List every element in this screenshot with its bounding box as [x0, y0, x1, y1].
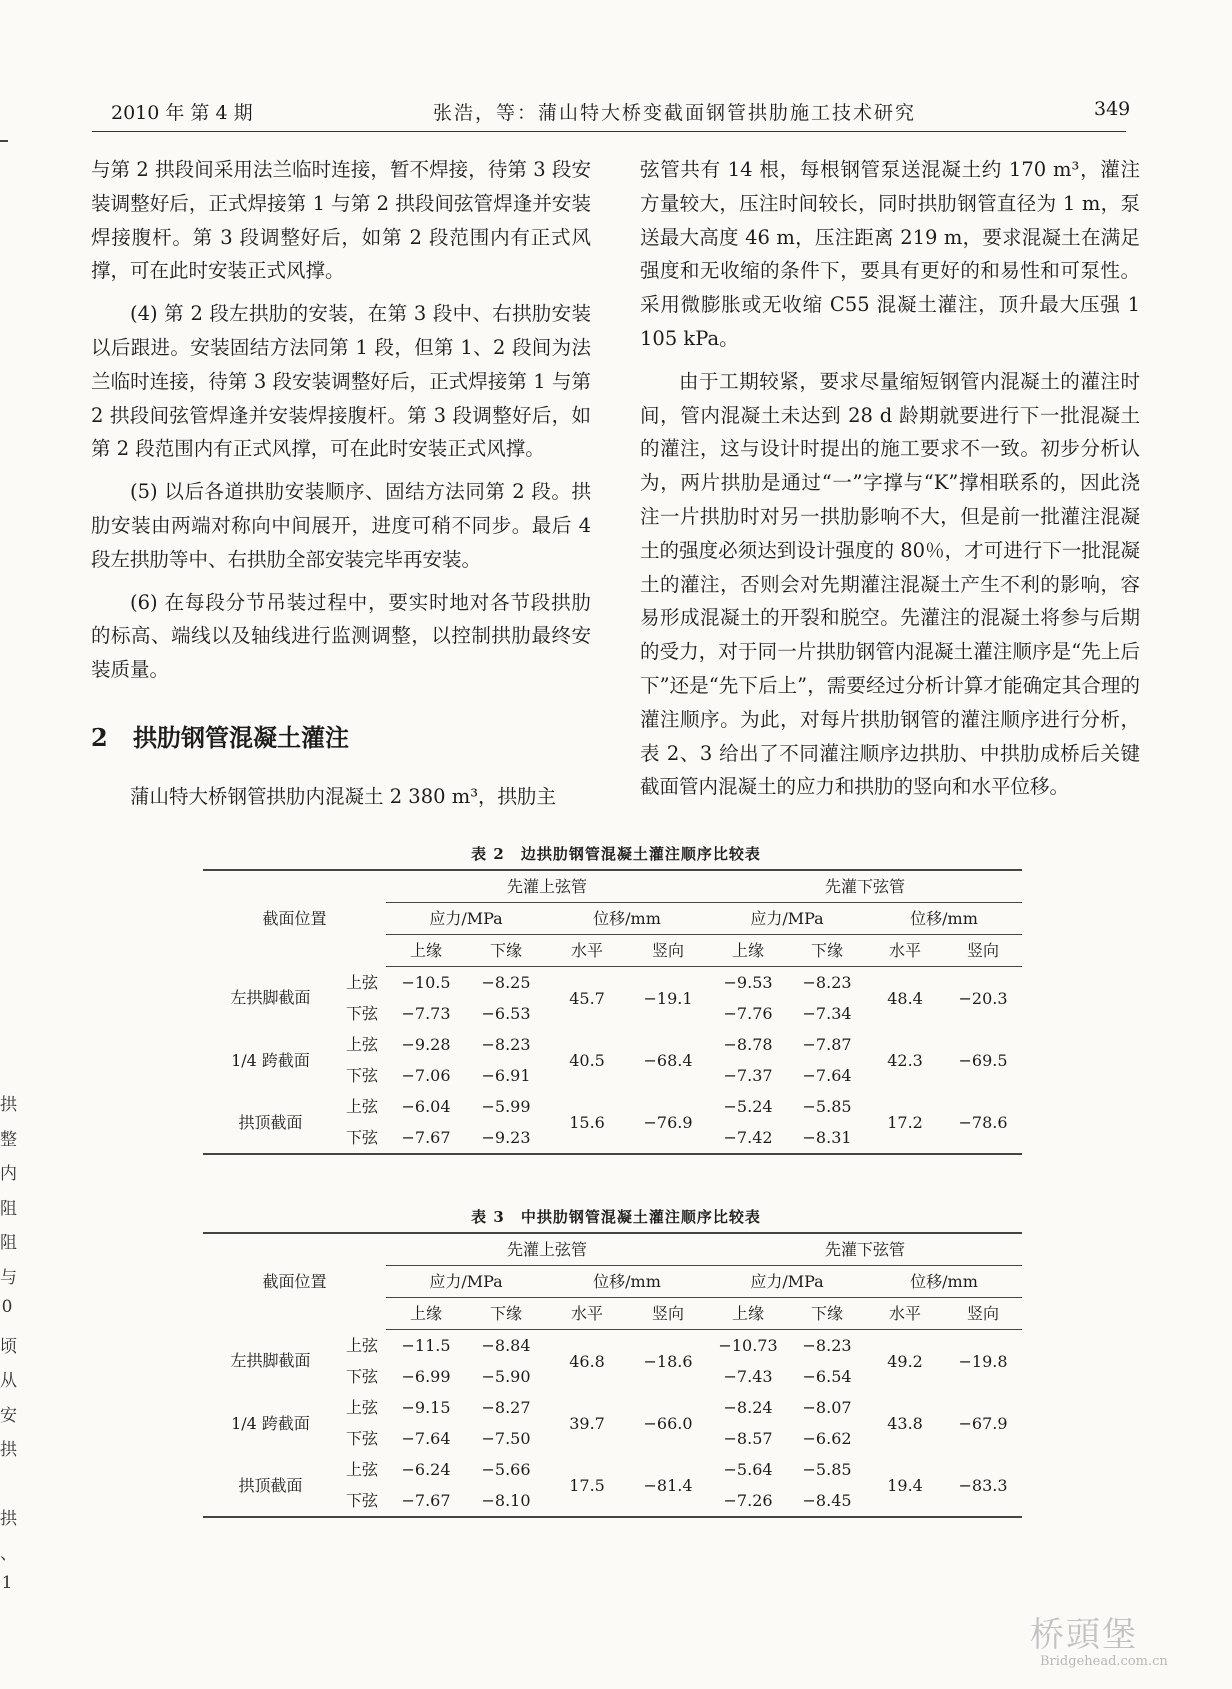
stress-value: −7.42 — [723, 1128, 773, 1147]
side-char: 1 — [1, 1573, 13, 1593]
displacement-value: 15.6 — [569, 1112, 605, 1132]
displacement-value: −68.4 — [643, 1050, 693, 1070]
stress-value: −10.73 — [718, 1336, 778, 1355]
stress-value: −7.67 — [401, 1128, 451, 1147]
side-char: 顷 — [0, 1336, 17, 1357]
header-lower-first: 先灌下弦管 — [708, 1233, 1022, 1266]
displacement-value: −78.6 — [958, 1112, 1008, 1132]
chord-label: 上弦 — [346, 1097, 379, 1116]
header-displacement: 位移/mm — [546, 1266, 708, 1298]
stress-value: −7.37 — [723, 1066, 773, 1085]
watermark-site: Bridgehead.com.cn — [1040, 1654, 1168, 1669]
header-vertical: 竖向 — [944, 1298, 1022, 1330]
stress-value: −8.84 — [481, 1336, 531, 1355]
stress-value: −5.24 — [723, 1097, 773, 1116]
chord-label: 下弦 — [346, 1004, 379, 1023]
displacement-value: 17.2 — [887, 1112, 923, 1132]
stress-value: −5.85 — [802, 1097, 852, 1116]
paragraph: 与第 2 拱段间采用法兰临时连接，暂不焊接，待第 3 段安装调整好后，正式焊接第 1 与第 2 拱段间弦管焊逢并安装焊接腹杆。第 3 段调整好后，如第 2 段范围内有正式风撑，可在此时安装正式风撑。 — [91, 158, 591, 283]
stress-value: −10.5 — [401, 973, 451, 992]
adjacent-page-edge-text — [0, 1090, 17, 1608]
stress-value: −9.23 — [481, 1128, 531, 1147]
side-char: 整 — [0, 1129, 17, 1150]
stress-value: −8.07 — [802, 1398, 852, 1417]
stress-value: −8.10 — [481, 1491, 531, 1510]
side-char: 拱 — [0, 1095, 17, 1115]
paragraph: (4) 第 2 段左拱肋的安装，在第 3 段中、右拱肋安装以后跟进。安装固结方法同第 1 段，但第 1、2 段间为法兰临时连接，待第 3 段安装调整好后，正式焊接第 1 与第 2 拱段间弦管焊逢并安装焊接腹杆。第 3 段调整好后，如第 2 段范围内有正式风撑，可在此时安装正式风撑。 — [91, 302, 591, 461]
header-stress: 应力/MPa — [708, 903, 866, 935]
displacement-value: −67.9 — [958, 1413, 1008, 1433]
stress-value: −8.78 — [723, 1035, 773, 1054]
journal-issue: 2010 年 第 4 期 — [111, 102, 253, 124]
paragraph: (6) 在每段分节吊装过程中，要实时地对各节段拱肋的标高、端线以及轴线进行监测调整，以控制拱肋最终安装质量。 — [91, 590, 591, 682]
stress-value: −6.54 — [802, 1367, 852, 1386]
header-stress: 应力/MPa — [386, 1266, 546, 1298]
header-upper-first: 先灌上弦管 — [386, 870, 708, 903]
table-row — [203, 1233, 1022, 1266]
stress-value: −7.26 — [723, 1491, 773, 1510]
table-row — [203, 1091, 1022, 1122]
displacement-value: −66.0 — [643, 1413, 693, 1433]
watermark-logo: 桥頭堡 — [1030, 1615, 1138, 1655]
header-stress: 应力/MPa — [708, 1266, 866, 1298]
header-vertical: 竖向 — [944, 935, 1022, 967]
header-lower-first: 先灌下弦管 — [708, 870, 1022, 903]
side-char: 从 — [0, 1371, 17, 1391]
displacement-value: 48.4 — [887, 988, 923, 1008]
chord-label: 上弦 — [346, 1335, 379, 1355]
header-stress: 应力/MPa — [386, 903, 546, 935]
displacement-value: −76.9 — [643, 1112, 693, 1132]
table-row — [203, 1454, 1022, 1485]
side-char: 阻 — [0, 1198, 17, 1219]
stress-value: −9.15 — [401, 1398, 451, 1417]
stress-value: −7.64 — [401, 1429, 451, 1448]
table-caption: 表 2 边拱肋钢管混凝土灌注顺序比较表 — [471, 845, 761, 863]
displacement-value: −69.5 — [958, 1050, 1008, 1070]
table-row — [203, 1392, 1022, 1423]
chord-label: 下弦 — [346, 1128, 379, 1147]
left-column — [91, 153, 591, 687]
stress-value: −7.76 — [723, 1004, 773, 1023]
header-top_edge: 上缘 — [708, 935, 788, 967]
displacement-value: −83.3 — [958, 1475, 1008, 1495]
chord-label: 上弦 — [346, 1398, 379, 1417]
running-title: 张浩，等：蒲山特大桥变截面钢管拱肋施工技术研究 — [433, 102, 917, 124]
header-displacement: 位移/mm — [546, 903, 708, 935]
header-horizontal: 水平 — [546, 1298, 628, 1330]
side-char: 拱 — [0, 1509, 17, 1529]
chord-label: 下弦 — [346, 1066, 379, 1085]
side-char: 阻 — [0, 1233, 17, 1253]
table-caption: 表 3 中拱肋钢管混凝土灌注顺序比较表 — [471, 1208, 761, 1226]
stress-value: −8.27 — [481, 1398, 531, 1417]
stress-value: −7.34 — [802, 1004, 852, 1023]
stress-value: −6.04 — [401, 1097, 451, 1116]
section-label: 拱顶截面 — [238, 1112, 303, 1132]
displacement-value: 39.7 — [569, 1413, 605, 1433]
side-char: 拱 — [0, 1440, 17, 1460]
displacement-value: 17.5 — [569, 1475, 605, 1495]
displacement-value: −81.4 — [643, 1475, 693, 1495]
stress-value: −8.45 — [802, 1491, 852, 1510]
paragraph: 弦管共有 14 根，每根钢管泵送混凝土约 170 m³，灌注方量较大，压注时间较长，同时拱肋钢管直径为 1 m，泵送最大高度 46 m，压注距离 219 m，要求混凝土在满足强度和无收缩的条件下，要具有更好的和易性和可泵性。采用微膨胀或无收缩 C55 混凝土灌注，顶升最大压强 1 105 kPa。 — [640, 158, 1140, 350]
displacement-value: 49.2 — [887, 1351, 923, 1371]
displacement-value: −19.1 — [643, 988, 693, 1008]
displacement-value: −19.8 — [958, 1351, 1008, 1371]
stress-value: −8.23 — [802, 973, 852, 992]
stress-value: −8.25 — [481, 973, 531, 992]
stress-value: −8.31 — [802, 1128, 852, 1147]
header-upper-first: 先灌上弦管 — [386, 1233, 708, 1266]
stress-value: −6.99 — [401, 1367, 451, 1386]
stress-value: −9.28 — [401, 1035, 451, 1054]
header-bottom_edge: 下缘 — [466, 1298, 546, 1330]
header-horizontal: 水平 — [546, 935, 628, 967]
stress-value: −5.66 — [481, 1460, 531, 1479]
stress-value: −6.53 — [481, 1004, 531, 1023]
header-top_edge: 上缘 — [708, 1298, 788, 1330]
right-column — [640, 153, 1140, 804]
stress-value: −8.57 — [723, 1429, 773, 1448]
section-label: 1/4 跨截面 — [231, 1413, 310, 1433]
stress-value: −11.5 — [401, 1336, 451, 1355]
paragraph: 蒲山特大桥钢管拱肋内混凝土 2 380 m³，拱肋主 — [130, 785, 557, 808]
table-row — [203, 870, 1022, 903]
stress-value: −7.06 — [401, 1066, 451, 1085]
stress-value: −7.73 — [401, 1004, 451, 1023]
displacement-value: 19.4 — [887, 1475, 923, 1495]
page-number: 349 — [1094, 98, 1131, 120]
table-row — [203, 967, 1022, 999]
table-row — [203, 1330, 1022, 1362]
section-label: 左拱脚截面 — [230, 988, 311, 1008]
comparison-table-2 — [203, 869, 1022, 1155]
paragraph: 由于工期较紧，要求尽量缩短钢管内混凝土的灌注时间，管内混凝土未达到 28 d 龄期就要进行下一批混凝土的灌注，这与设计时提出的施工要求不一致。初步分析认为，两片拱肋是通过“一”字撑与“K”撑相联系的，因此浇注一片拱肋时对另一拱肋影响不大，但是前一批灌注混凝土的强度必须达到设计强度的 80％，才可进行下一批混凝土的灌注，否则会对先期灌注混凝土产生不利的影响，容易形成混凝土的开裂和脱空。先灌注的混凝土将参与后期的受力，对于同一片拱肋钢管内混凝土灌注顺序是“先上后下”还是“先下后上”，需要经过分析计算才能确定其合理的灌注顺序。为此，对每片拱肋钢管的灌注顺序进行分析，表 2、3 给出了不同灌注顺序边拱肋、中拱肋成桥后关键截面管内混凝土的应力和拱肋的竖向和水平位移。 — [640, 369, 1140, 799]
stress-value: −5.99 — [481, 1097, 531, 1116]
stress-value: −5.64 — [723, 1460, 773, 1479]
header-displacement: 位移/mm — [866, 1266, 1022, 1298]
stress-value: −5.85 — [802, 1460, 852, 1479]
header-section: 截面位置 — [262, 909, 327, 929]
stress-value: −6.62 — [802, 1429, 852, 1448]
section-label: 1/4 跨截面 — [231, 1050, 310, 1070]
header-displacement: 位移/mm — [866, 903, 1022, 935]
stress-value: −6.24 — [401, 1460, 451, 1479]
header-top_edge: 上缘 — [386, 935, 466, 967]
header-section: 截面位置 — [262, 1272, 327, 1292]
section-heading — [91, 718, 349, 753]
chord-label: 上弦 — [346, 1460, 379, 1479]
stress-value: −6.91 — [481, 1066, 531, 1085]
chord-label: 上弦 — [346, 972, 379, 992]
displacement-value: 42.3 — [887, 1050, 923, 1070]
paragraph: (5) 以后各道拱肋安装顺序、固结方法同第 2 段。拱肋安装由两端对称向中间展开，进度可稍不同步。最后 4 段左拱肋等中、右拱肋全部安装完毕再安装。 — [91, 480, 591, 571]
displacement-value: −18.6 — [643, 1351, 693, 1371]
section-label: 左拱脚截面 — [230, 1351, 311, 1371]
section-label: 拱顶截面 — [238, 1475, 303, 1495]
stress-value: −7.67 — [401, 1491, 451, 1510]
displacement-value: −20.3 — [958, 988, 1008, 1008]
stress-value: −7.50 — [481, 1429, 531, 1448]
chord-label: 下弦 — [346, 1429, 379, 1448]
header-rule — [92, 131, 1126, 132]
chord-label: 下弦 — [346, 1491, 379, 1510]
header-bottom_edge: 下缘 — [466, 935, 546, 967]
header-horizontal: 水平 — [866, 1298, 944, 1330]
stress-value: −8.23 — [481, 1035, 531, 1054]
margin-mark — [0, 140, 8, 142]
side-char — [0, 1470, 14, 1505]
header-horizontal: 水平 — [866, 935, 944, 967]
header-top_edge: 上缘 — [386, 1298, 466, 1330]
side-char: 内 — [0, 1164, 17, 1184]
stress-value: −7.87 — [802, 1035, 852, 1054]
side-char: 0 — [1, 1297, 13, 1317]
chord-label: 上弦 — [346, 1035, 379, 1054]
side-char: 、 — [0, 1543, 17, 1564]
stress-value: −7.64 — [802, 1066, 852, 1085]
section-title: 拱肋钢管混凝土灌注 — [133, 723, 349, 752]
stress-value: −7.43 — [723, 1367, 773, 1386]
stress-value: −9.53 — [723, 973, 773, 992]
table-row — [203, 1029, 1022, 1060]
displacement-value: 40.5 — [569, 1050, 605, 1070]
stress-value: −5.90 — [481, 1367, 531, 1386]
displacement-value: 43.8 — [887, 1413, 923, 1433]
header-vertical: 竖向 — [628, 935, 708, 967]
chord-label: 下弦 — [346, 1367, 379, 1386]
stress-value: −8.24 — [723, 1398, 773, 1417]
comparison-table-3 — [203, 1232, 1022, 1518]
side-char: 与 — [0, 1267, 17, 1288]
header-vertical: 竖向 — [628, 1298, 708, 1330]
header-bottom_edge: 下缘 — [788, 1298, 866, 1330]
section-number: 2 — [91, 723, 108, 752]
header-bottom_edge: 下缘 — [788, 935, 866, 967]
stress-value: −8.23 — [802, 1336, 852, 1355]
displacement-value: 45.7 — [569, 988, 605, 1008]
side-char: 安 — [0, 1405, 17, 1426]
displacement-value: 46.8 — [569, 1351, 605, 1371]
